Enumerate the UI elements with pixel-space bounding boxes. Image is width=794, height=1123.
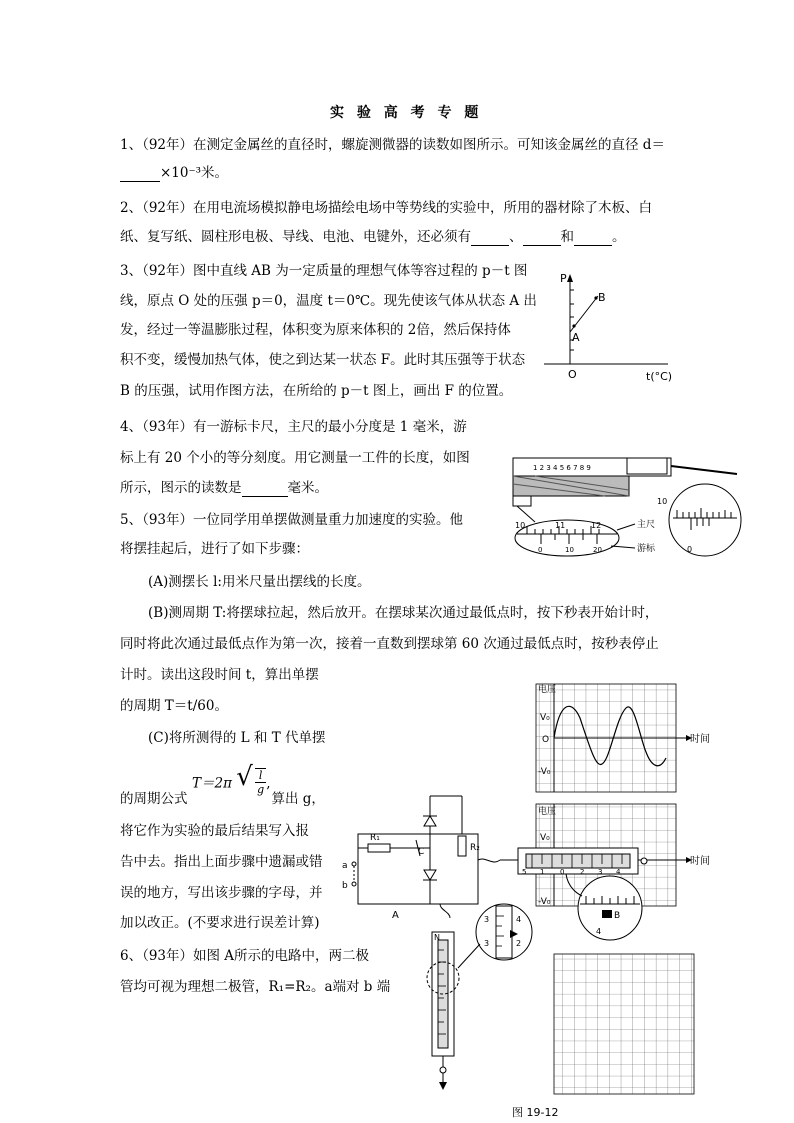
q2-sep: 、 [509,229,523,245]
voltage-label-mid: 电压 [538,807,557,817]
main-label-11: 11 [555,521,566,530]
figure-19-12 [340,678,740,1123]
q3-line2: 线，原点 O 处的压强 p＝0，温度 t＝0℃。现先使该气体从状态 A 出 [120,293,537,309]
zoom-label-bottom: 0 [687,545,693,554]
q4-unit: 毫米。 [287,480,328,496]
q4-line1: 4、（93年）有一游标卡尺，主尺的最小分度是 1 毫米，游 [120,419,467,435]
q2-text: 纸、复写纸、圆柱形电极、导线、电池、电键外，还必须有 [120,229,471,245]
diode-2 [424,870,436,880]
pt-graph [540,262,690,386]
r1-label: R₁ [370,833,380,843]
voltage-label-top: 电压 [538,685,557,695]
q3-line4: 积不变，缓慢加热气体，使之到达某一状态 F。此时其压强等于状态 [120,352,526,368]
q2-and: 和 [560,229,574,245]
vernier-label-10: 10 [565,546,574,554]
scope-digit-6: 5 [522,868,527,876]
resistor-r2 [458,836,466,856]
t-axis-label: t(°C) [646,370,673,383]
page-title: 实 验 高 考 专 题 [330,105,483,121]
knob-zoom-circle [578,876,642,940]
q2-line2 [120,228,626,246]
r2-label: R₂ [470,843,480,853]
v0-label-top: V₀ [540,713,550,723]
b-label: B [598,291,606,304]
q1-suffix: ×10⁻³米。 [160,165,229,181]
zoom-digit-2: 4 [516,915,522,924]
main-scale-label: 主尺 [637,520,656,530]
caliper-scale-numbers: 1 2 3 4 5 6 7 8 9 [533,464,591,472]
q5-step-b3: 计时。读出这段时间 t，算出单摆 [120,667,319,683]
vernier-caliper-figure [505,448,745,560]
q1-line2 [120,164,228,182]
time-label-top: 时间 [690,734,710,745]
formula-numerator: l [255,769,266,783]
zero-label-top: O [542,735,550,745]
main-label-12: 12 [591,521,602,530]
q5-step-a: (A)测摆长 l:用米尺量出摆线的长度。 [148,574,371,590]
zoom-label-top: 10 [657,497,668,506]
zoom-digit-1: 3 [484,915,490,924]
q2-line1: 2、（92年）在用电流场模拟静电场描绘电场中等势线的实验中，所用的器材除了木板、白 [120,200,653,216]
caliper-zoom-right [669,484,741,556]
q3-line5: B 的压强，试用作图方法，在所给的 p－t 图上，画出 F 的位置。 [120,383,513,399]
answer-grid [554,954,694,1094]
q2-blank-3[interactable] [574,231,612,246]
figure-caption: 图 19-12 [512,1106,559,1119]
q3-line1: 3、（92年）图中直线 AB 为一定质量的理想气体等容过程的 p－t 图 [120,263,528,279]
q5-step-b1: (B)测周期 T:将摆球拉起，然后放开。在摆球某次通过最低点时，按下秒表开始计时， [148,605,659,621]
scope-digit-2: 0 [560,868,565,876]
q4-blank[interactable] [242,482,288,497]
scope-digit-3: 2 [580,868,585,876]
main-label-10: 10 [515,521,526,530]
scope-digit-1: 1 [540,868,545,876]
q4-line3 [120,479,328,497]
point-a [572,324,575,327]
vernier-label-20: 20 [593,546,602,554]
knob-label-b: B [614,911,621,921]
p-axis-label: P [560,272,567,285]
q5-step-c2-b: 算出 g， [271,791,325,807]
q5-step-c4: 告中去。指出上面步骤中遗漏或错 [120,854,323,870]
q5-step-b4: 的周期 T＝t/60。 [120,698,228,714]
q1-blank[interactable] [120,167,160,182]
scope-digit-4: 3 [598,868,603,876]
circuit-label: A [392,910,399,921]
formula-lhs: T＝2π [192,775,232,792]
q6-line1: 6、（93年）如图 A所示的电路中，两二极 [120,948,370,964]
time-label-mid: 时间 [690,856,710,867]
q5-step-c3: 将它作为实验的最后结果写入报 [120,823,309,839]
q5-step-c2-a: 的周期公式 [120,791,188,807]
q1-line1: 1、（92年）在测定金属丝的直径时，螺旋测微器的读数如图所示。可知该金属丝的直径 d＝ [120,137,665,153]
q2-blank-1[interactable] [471,231,509,246]
q4-line2: 标上有 20 个小的等分刻度。用它测量一工件的长度，如图 [120,450,470,466]
q5-step-c1: (C)将所测得的 L 和 T 代单摆 [148,730,326,746]
a-terminal: a [342,861,348,871]
zoom-digit-4: 2 [516,939,522,948]
vernier-scale-label: 游标 [637,544,656,554]
q2-end: 。 [612,229,626,245]
origin-label: O [568,368,577,381]
diode-1 [424,816,436,826]
q4-text: 所示，图示的读数是 [120,480,242,496]
a-label: A [572,331,580,344]
q5-step-c5: 误的地方，写出该步骤的字母，并 [120,885,323,901]
q5-step-b2: 同时将此次通过最低点作为第一次，接着一直数到摆球第 60 次通过最低点时，按秒表停止 [120,636,659,652]
q6-line2: 管均可视为理想二极管，R₁=R₂。a端对 b 端 [120,979,391,995]
meter-n-label: N [434,933,440,942]
q3-line3: 发，经过一等温膨胀过程，体积变为原来体积的 2倍，然后保持体 [120,322,511,338]
formula-denominator: g [257,782,265,796]
q5-step-c6: 加以改正。(不要求进行误差计算) [120,915,320,931]
zoom-digit-3: 3 [484,939,490,948]
formula-comma: , [266,775,271,792]
resistor-r1 [368,844,390,852]
q5-line1: 5、（93年）一位同学用单摆做测量重力加速度的实验。他 [120,512,464,528]
q5-line2: 将摆挂起后，进行了如下步骤： [120,541,309,557]
knob-digit: 4 [596,927,602,936]
neg-v0-label-mid: -V₀ [538,897,551,907]
c-label: C [418,847,425,857]
neg-v0-label-top: -V₀ [538,767,551,777]
v0-label-mid: V₀ [540,833,550,843]
q5-step-c2 [120,790,325,808]
scope-digit-5: 4 [616,868,621,876]
q2-blank-2[interactable] [523,231,561,246]
formula-sqrt: √ $\frac{l}{g}$ [236,762,265,796]
vernier-label-0: 0 [538,546,543,554]
b-terminal: b [342,881,348,891]
